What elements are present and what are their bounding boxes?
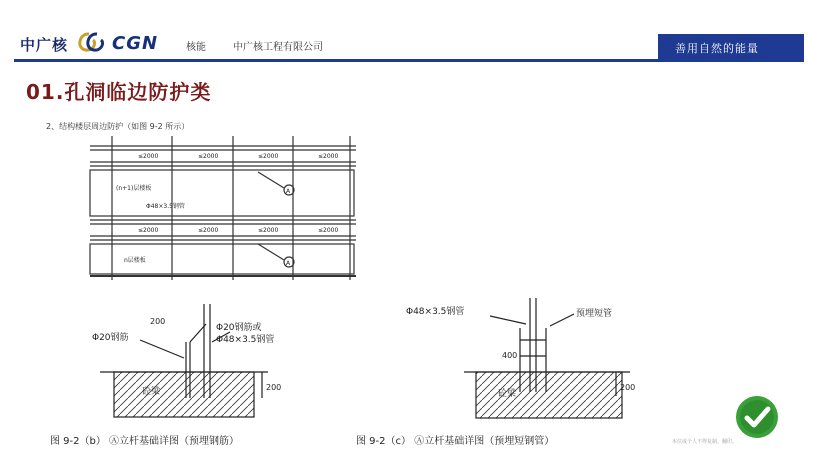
fig-a-spacing-label: ≤2000 xyxy=(138,153,159,160)
fig-a-spacing-label: ≤2000 xyxy=(198,153,219,160)
logo-cgn-text: CGN xyxy=(112,33,159,54)
fig-b-beam-label: 砼梁 xyxy=(142,387,161,397)
fig-c-embed-label: 预埋短管 xyxy=(576,309,613,319)
fig-a-upper-floor-label: (n+1)层楼板 xyxy=(116,185,152,192)
section-label: 2、结构楼层周边防护（如图 9-2 所示） xyxy=(46,122,190,131)
slide-title: 01.孔洞临边防护类 xyxy=(26,80,212,104)
fig-b-rebar-or-label: Φ20钢筋或 xyxy=(216,323,262,333)
fig-a-marker-a: A xyxy=(286,188,291,195)
caption-figure-b: 图 9-2（b） Ⓐ立杆基础详图（预埋钢筋） xyxy=(50,436,240,447)
figure-b-drawing xyxy=(80,302,292,422)
fig-a-spacing-label: ≤2000 xyxy=(318,227,339,234)
company-name: 中广核工程有限公司 xyxy=(233,42,323,53)
fig-a-marker-a: A xyxy=(286,260,291,267)
logo-subtitle: 核能 xyxy=(186,42,206,53)
fig-c-beam-label: 砼梁 xyxy=(498,389,517,399)
fig-b-rebar-label: Φ20钢筋 xyxy=(92,333,129,343)
fig-a-spacing-label: ≤2000 xyxy=(258,227,279,234)
fig-a-spacing-label: ≤2000 xyxy=(138,227,159,234)
fig-b-pipe-label: Φ48×3.5钢管 xyxy=(216,335,275,345)
header xyxy=(0,0,818,62)
fig-a-spacing-label: ≤2000 xyxy=(198,227,219,234)
fig-c-pipe-label: Φ48×3.5钢管 xyxy=(406,307,465,317)
figure-c-drawing xyxy=(394,296,644,424)
logo-cn-text: 中广核 xyxy=(20,36,69,54)
fig-a-pipe-label: Φ48×3.5钢管 xyxy=(146,203,185,210)
fig-b-dim-200-top: 200 xyxy=(150,317,166,326)
cgn-logo-icon xyxy=(73,31,111,53)
fig-c-dim-400: 400 xyxy=(502,351,518,360)
slogan-text: 善用自然的能量 xyxy=(675,42,759,55)
watermark-text: 本位或个人不得复制、翻印。 xyxy=(672,439,738,445)
fig-b-dim-200-side: 200 xyxy=(266,383,282,392)
fig-a-spacing-label: ≤2000 xyxy=(258,153,279,160)
figure-a-drawing xyxy=(88,132,360,282)
fig-c-dim-200: 200 xyxy=(620,383,636,392)
checkmark-icon[interactable] xyxy=(735,395,779,439)
header-divider xyxy=(14,59,804,62)
caption-figure-c: 图 9-2（c） Ⓐ立杆基础详图（预埋短钢管） xyxy=(356,436,555,447)
fig-a-spacing-label: ≤2000 xyxy=(318,153,339,160)
fig-a-lower-floor-label: n层楼板 xyxy=(124,257,146,264)
